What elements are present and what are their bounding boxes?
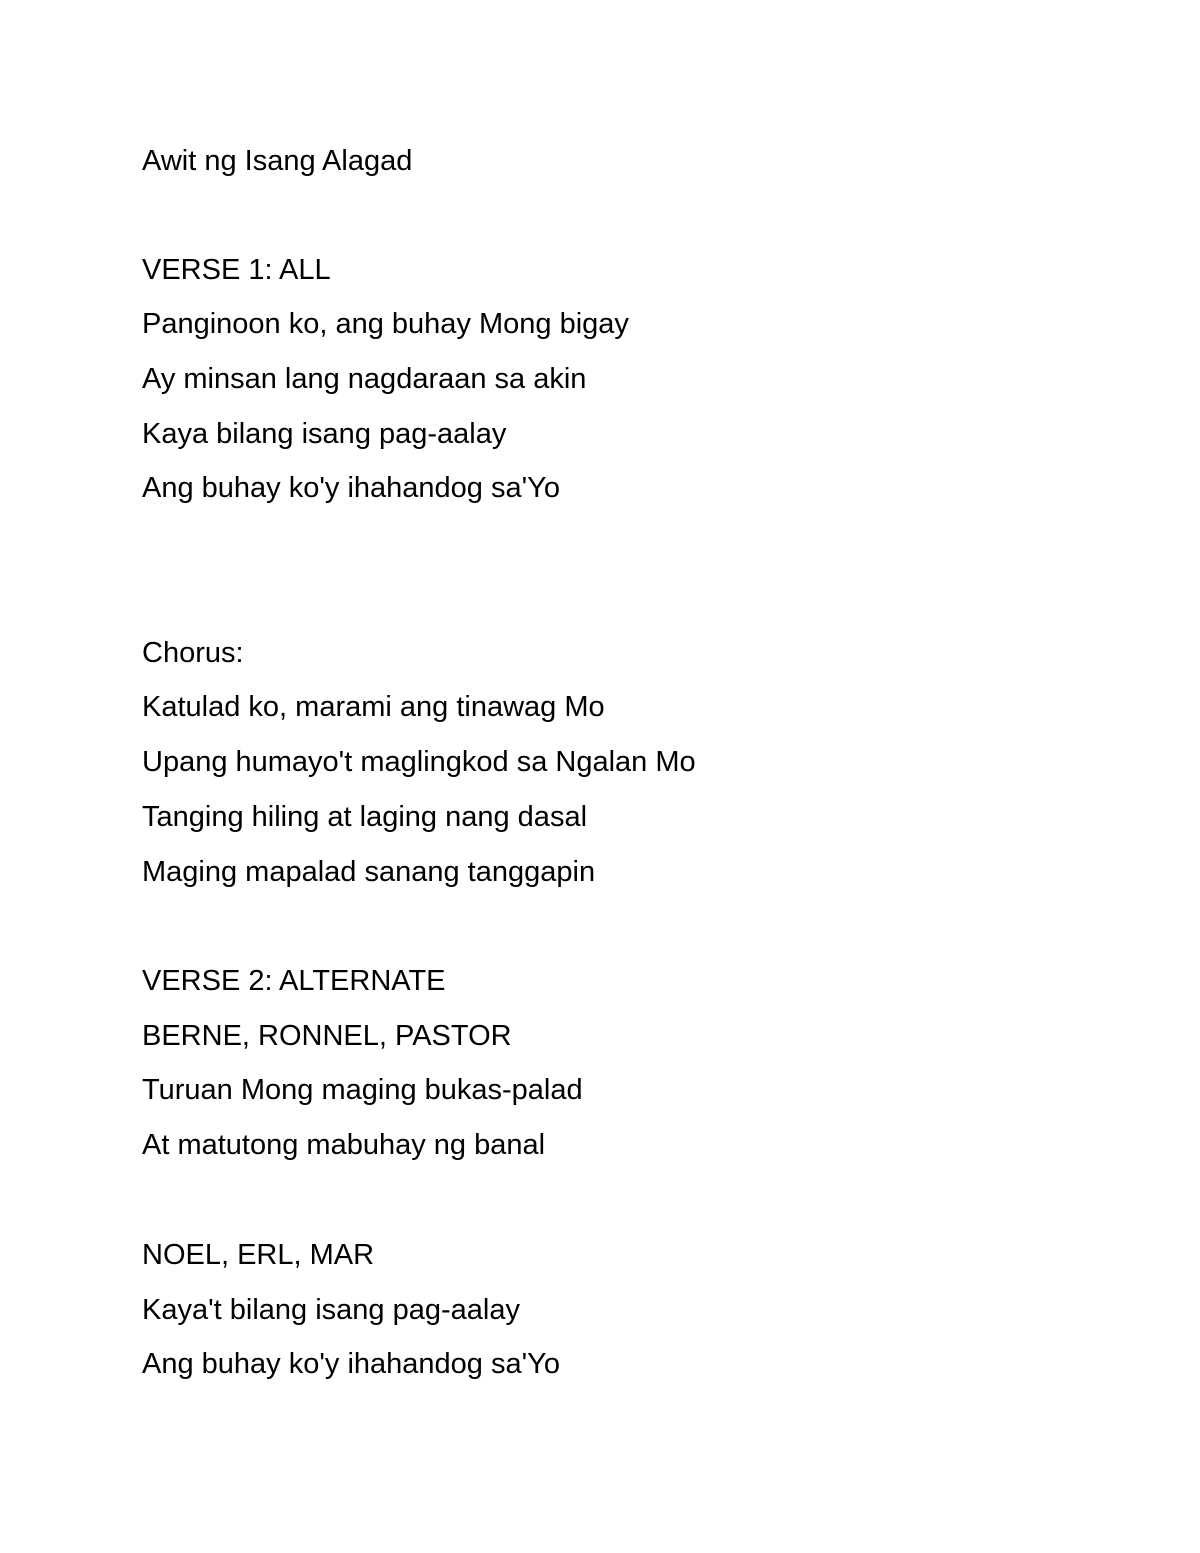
verse1-line: Ay minsan lang nagdaraan sa akin bbox=[142, 363, 587, 395]
verse2-heading: VERSE 2: ALTERNATE bbox=[142, 965, 446, 997]
verse2-line: Kaya't bilang isang pag-aalay bbox=[142, 1294, 520, 1326]
verse1-line: Kaya bilang isang pag-aalay bbox=[142, 418, 507, 450]
verse2-line: Ang buhay ko'y ihahandog sa'Yo bbox=[142, 1348, 560, 1380]
chorus-heading: Chorus: bbox=[142, 637, 244, 669]
verse2-line: At matutong mabuhay ng banal bbox=[142, 1129, 546, 1161]
song-title: Awit ng Isang Alagad bbox=[142, 145, 413, 177]
verse1-line: Panginoon ko, ang buhay Mong bigay bbox=[142, 308, 629, 340]
chorus-line: Upang humayo't maglingkod sa Ngalan Mo bbox=[142, 746, 696, 778]
chorus-line: Katulad ko, marami ang tinawag Mo bbox=[142, 691, 605, 723]
verse2-group2-singers: NOEL, ERL, MAR bbox=[142, 1239, 375, 1271]
verse1-line: Ang buhay ko'y ihahandog sa'Yo bbox=[142, 472, 560, 504]
verse2-group1-singers: BERNE, RONNEL, PASTOR bbox=[142, 1020, 512, 1052]
chorus-line: Tanging hiling at laging nang dasal bbox=[142, 801, 588, 833]
verse1-heading: VERSE 1: ALL bbox=[142, 254, 331, 286]
chorus-line: Maging mapalad sanang tanggapin bbox=[142, 856, 596, 888]
verse2-line: Turuan Mong maging bukas-palad bbox=[142, 1074, 583, 1106]
